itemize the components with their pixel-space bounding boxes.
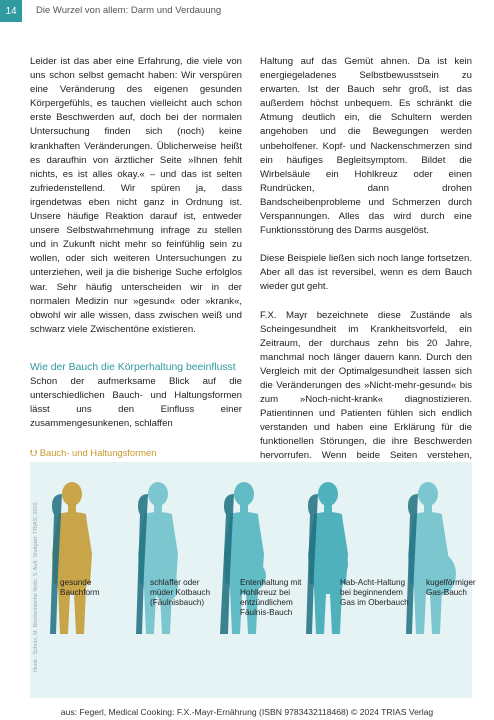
chevron-down-icon: ⮋ <box>30 447 38 458</box>
left-column <box>30 55 242 431</box>
figure-caption <box>30 447 156 459</box>
right-paragraph-3: F.X. Mayr bezeichnete diese Zustände als Scheingesundheit im Krankheitsvorfeld, ein Zeitraum, der durchaus zehn bis 20 Jahre, manchmal noch länger dauern kann. Durch den Vergleich mit der Optimalgesundheit lassen sich die Veränderungen des »Nicht-mehr-gesund« bis zum »Noch-nicht-krank« diagnostizieren. Patientinnen und Patienten fühlen sich endlich verstanden und haben eine Erklärung für die funktionellen Störungen, die ihre Beschwerden hervorrufen. Wenn beide Seiten verstehen, <box>260 309 472 462</box>
figure-1-label: gesunde Bauchform <box>60 578 100 597</box>
posture-figure <box>30 462 476 698</box>
source-footer: aus: Fegerl, Medical Cooking: F.X.-Mayr-Ernährung (ISBN 9783432118468) © 2024 TRIAS Verlag <box>60 707 434 717</box>
figure-2-label: schlaffer oder müder Kotbauch (Fäulnisbauch) <box>150 578 211 607</box>
illustration-credit: Illustr.: Schulz, M. Biochemische Notiz, 5. Aufl. Stuttgart: TRIAS; 2016 <box>33 502 39 672</box>
section-heading: Wie der Bauch die Körperhaltung beeinflusst <box>30 361 236 373</box>
running-title: Die Wurzel von allem: Darm und Verdauung <box>36 5 222 16</box>
figure-3-label: Entenhaltung mit Hohlkreuz bei entzündlichem Fäulnis-Bauch <box>240 578 302 617</box>
page-number: 14 <box>0 0 22 22</box>
left-paragraph-1: Leider ist das aber eine Erfahrung, die viele von uns schon selbst gemacht haben: Wir verspüren eine Veränderung des eigenen gesunden Körpergefühls, es tauchen vielleicht auch schon erste Beschwerden auf, doch bei der normalen Untersuchung finden sich (noch) keine krankhaften Veränderungen. Üblicherweise heißt es daraufhin von ärztlicher Seite »Ihnen fehlt nichts, es ist alles okay.« – und das ist selten zufriedenstellend. Wir spüren ja, dass irgendetwas eben nicht ganz in Ordnung ist. Unsere häufige Reaktion darauf ist, entweder unsere Selbstwahrnehmung infrage zu stellen und in Zukunft nicht mehr so feinfühlig sein zu wollen, oder sich weiteren Untersuchungen zu unterziehen, weil ja die bisherige Suche erfolglos war. Sehr häufig unterscheiden wir in der normalen Medizin nur »gesund« oder »krank«, obwohl wir alle wissen, dass zwischen weiß und schwarz viele Zwischentöne existieren. <box>30 56 242 335</box>
figure-5-label: kugelförmiger Gas-Bauch <box>426 578 476 597</box>
right-column <box>260 55 472 506</box>
right-paragraph-2: Diese Beispiele ließen sich noch lange fortsetzen. Aber all das ist reversibel, wenn es dem Bauch wieder gut geht. <box>260 253 472 293</box>
figure-caption-text: Bauch- und Haltungsformen <box>39 447 157 458</box>
figure-4-label: Hab-Acht-Haltung bei beginnendem Gas im Oberbauch <box>340 578 409 607</box>
left-paragraph-2: Schon der aufmerksame Blick auf die unterschiedlichen Bauch- und Haltungsformen lässt uns den Einfluss einer zusammengesunkenen, schlaffen <box>30 375 242 430</box>
right-paragraph-1: Haltung auf das Gemüt ahnen. Da ist kein energiegeladenes Selbstbewusstsein zu erwarten. Ist der Bauch sehr groß, ist das außerdem höchst unbequem. Es schränkt die Atmung deutlich ein, die Schultern werden angehoben und die Bewegungen werden unbeholfener. Kopf- und Nackenschmerzen sind ein häufiges Begleitsymptom. Bildet die Wirbelsäule ein Hohlkreuz oder einen Rundrücken, dann drohen Bandscheibenprobleme und Schmerzen durch Verspannungen. Alles das wird durch eine Funktionsstörung des Darms ausgelöst. <box>260 56 472 237</box>
